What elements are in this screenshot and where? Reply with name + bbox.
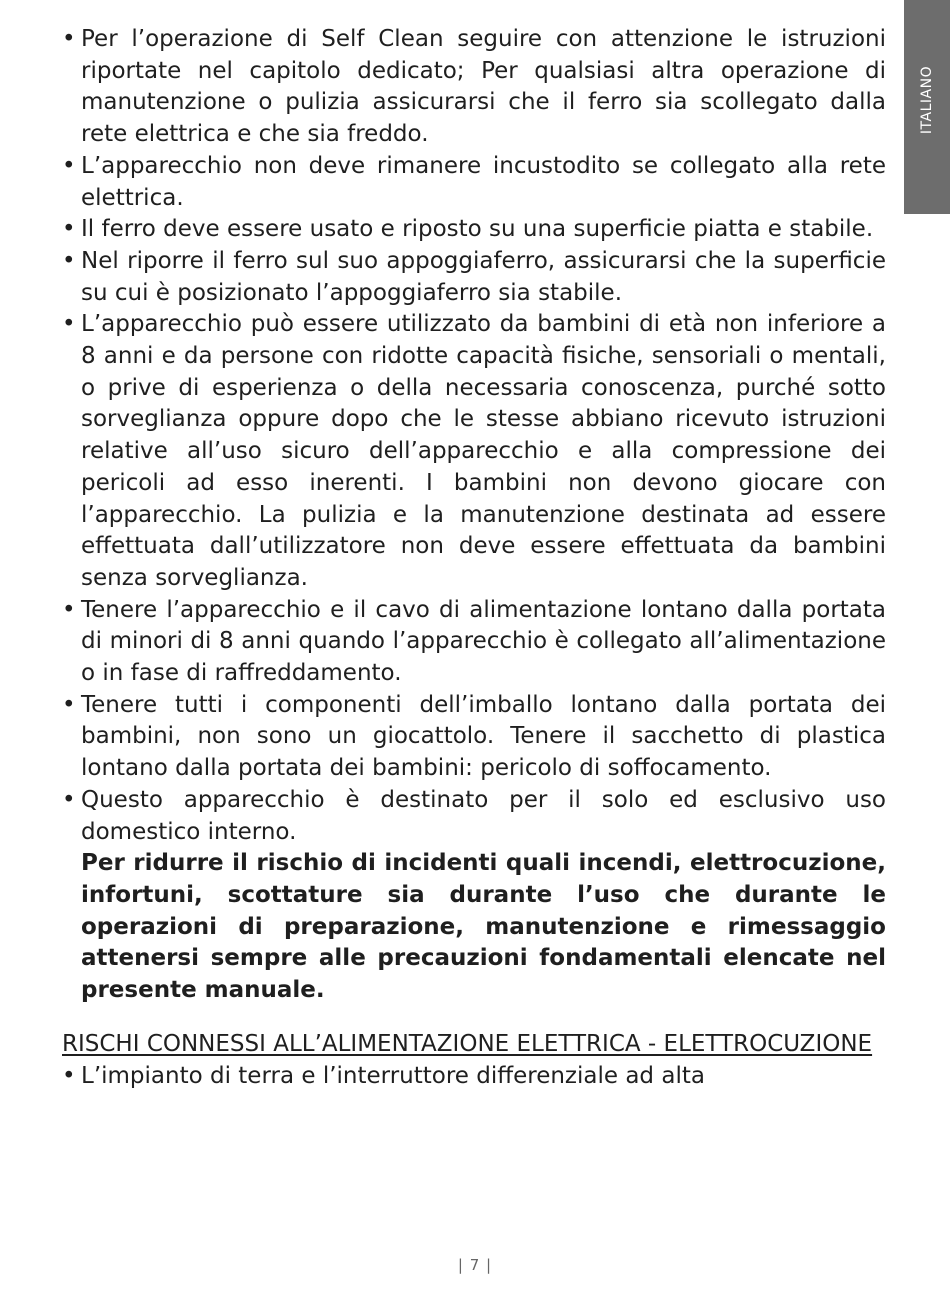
safety-bullet-list: [62, 24, 886, 848]
section-heading: RISCHI CONNESSI ALL’ALIMENTAZIONE ELETTRICA - ELETTROCUZIONE: [62, 1030, 873, 1057]
warning-paragraph: Per ridurre il rischio di incidenti quali incendi, elettrocuzione, infortuni, scottature sia durante l’uso che durante le operazioni di preparazione, manutenzione e rimessaggio attenersi sempre alle precauzioni fondamentali elencate nel presente manuale.: [81, 850, 886, 1004]
list-item: • L’apparecchio non deve rimanere incustodito se collegato alla rete elettrica.: [62, 151, 886, 214]
page-number: | 7 |: [457, 1256, 493, 1274]
main-content: [62, 24, 886, 1092]
section-bullet-list: [62, 1061, 886, 1093]
list-item: • L’impianto di terra e l’interruttore differenziale ad alta: [62, 1061, 886, 1093]
list-item: • Tenere tutti i componenti dell’imballo lontano dalla portata dei bambini, non sono un giocattolo. Tenere il sacchetto di plastica lontano dalla portata dei bambini: pericolo di soffocamento.: [62, 690, 886, 785]
language-tab: [904, 0, 950, 214]
list-item: • Tenere l’apparecchio e il cavo di alimentazione lontano dalla portata di minori di 8 anni quando l’apparecchio è collegato all’alimentazione o in fase di raffreddamento.: [62, 595, 886, 690]
list-item: • L’apparecchio può essere utilizzato da bambini di età non inferiore a 8 anni e da persone con ridotte capacità fisiche, sensoriali o mentali, o prive di esperienza o della necessaria conoscenza, purché sotto sorveglianza oppure dopo che le stesse abbiano ricevuto istruzioni relative all’uso sicuro dell’apparecchio e alla compressione dei pericoli ad esso inerenti. I bambini non devono giocare con l’apparecchio. La pulizia e la manutenzione destinata ad essere effettuata dall’utilizzatore non deve essere effettuata da bambini senza sorveglianza.: [62, 309, 886, 594]
list-item: • Per l’operazione di Self Clean seguire con attenzione le istruzioni riportate nel capitolo dedicato; Per qualsiasi altra operazione di manutenzione o pulizia assicurarsi che il ferro sia scollegato dalla rete elettrica e che sia freddo.: [62, 24, 886, 151]
list-item: • Il ferro deve essere usato e riposto su una superficie piatta e stabile.: [62, 214, 886, 246]
list-item: • Nel riporre il ferro sul suo appoggiaferro, assicurarsi che la superficie su cui è posizionato l’appoggiaferro sia stabile.: [62, 246, 886, 309]
list-item: • Questo apparecchio è destinato per il solo ed esclusivo uso domestico interno.: [62, 785, 886, 848]
language-tab-label: ITALIANO: [919, 65, 935, 135]
